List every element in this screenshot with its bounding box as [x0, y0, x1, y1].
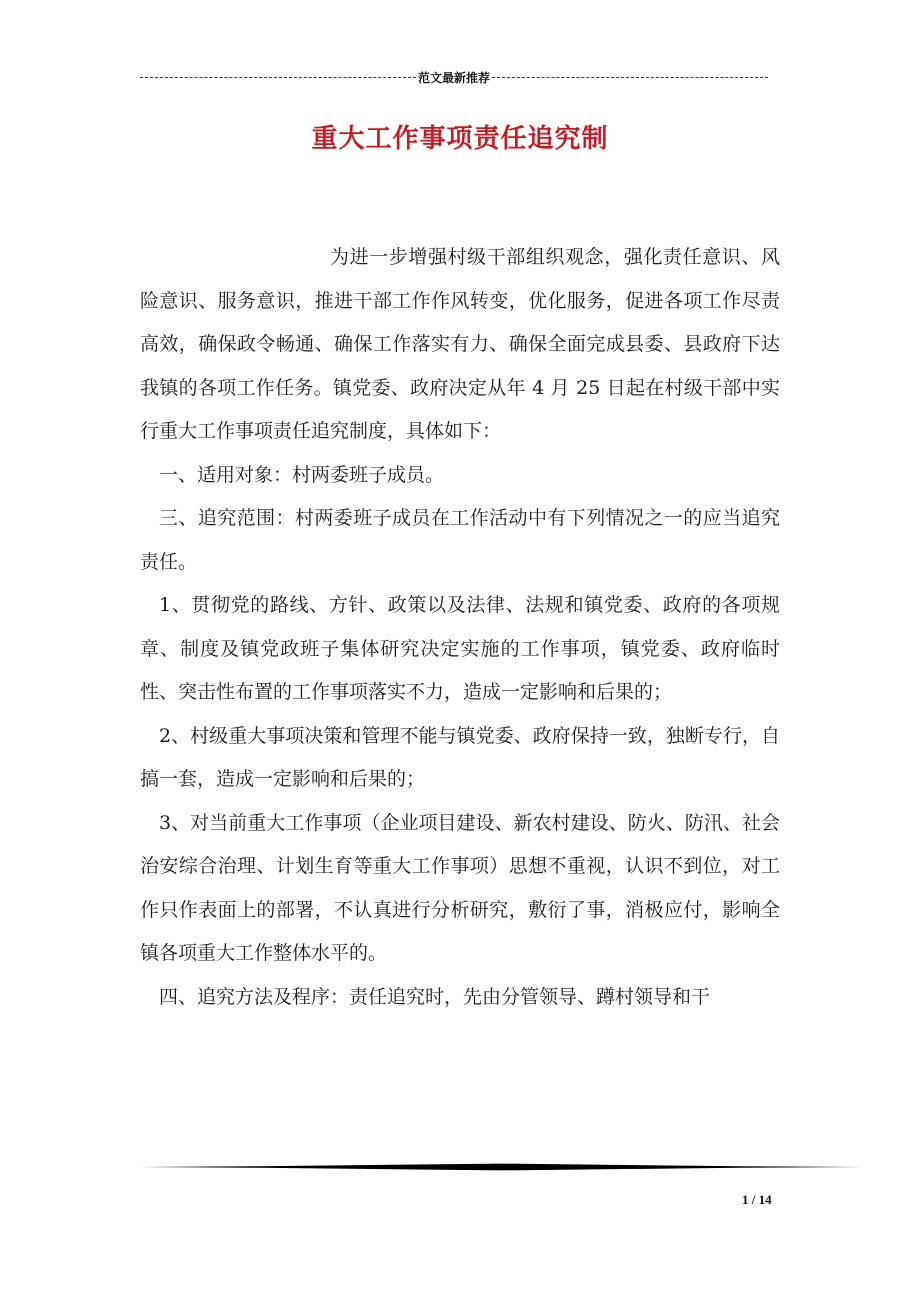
page-number: 1 / 14 — [742, 1192, 772, 1207]
page-header — [140, 66, 768, 88]
body-paragraph: 三、追究范围：村两委班子成员在工作活动中有下列情况之一的应当追究责任。 — [140, 507, 780, 573]
body-paragraph: 为进一步增强村级干部组织观念，强化责任意识、风险意识、服务意识，推进干部工作作风转变，优化服务，促进各项工作尽责高效，确保政令畅通、确保工作落实有力、确保全面完成县委、县政府下达我镇的各项工作任务。镇党委、政府决定从年 4 月 25 日起在村级干部中实行重大工作事项责任追究制度，具体如下： — [140, 246, 780, 442]
body-paragraph: 四、追究方法及程序：责任追究时，先由分管领导、蹲村领导和干 — [159, 985, 711, 1008]
body-paragraph: 3、对当前重大工作事项（企业项目建设、新农村建设、防火、防汛、社会治安综合治理、计划生育等重大工作事项）思想不重视，认识不到位，对工作只作表面上的部署，不认真进行分析研究，敷衍了事，消极应付，影响全镇各项重大工作整体水平的。 — [140, 811, 780, 964]
header-dash-left — [140, 77, 416, 78]
header-label: 范文最新推荐 — [418, 70, 491, 85]
document-title: 重大工作事项责任追究制 — [311, 124, 609, 154]
body-paragraph: 2、村级重大事项决策和管理不能与镇党委、政府保持一致，独断专行，自搞一套，造成一定影响和后果的； — [140, 724, 780, 790]
document-body — [140, 236, 780, 1019]
footer-rule — [140, 1163, 864, 1171]
body-paragraph: 1、贯彻党的路线、方针、政策以及法律、法规和镇党委、政府的各项规章、制度及镇党政班子集体研究决定实施的工作事项，镇党委、政府临时性、突击性布置的工作事项落实不力，造成一定影响和后果的； — [140, 594, 780, 703]
body-paragraph: 一、适用对象：村两委班子成员。 — [159, 463, 445, 486]
header-dash-right — [492, 77, 768, 78]
